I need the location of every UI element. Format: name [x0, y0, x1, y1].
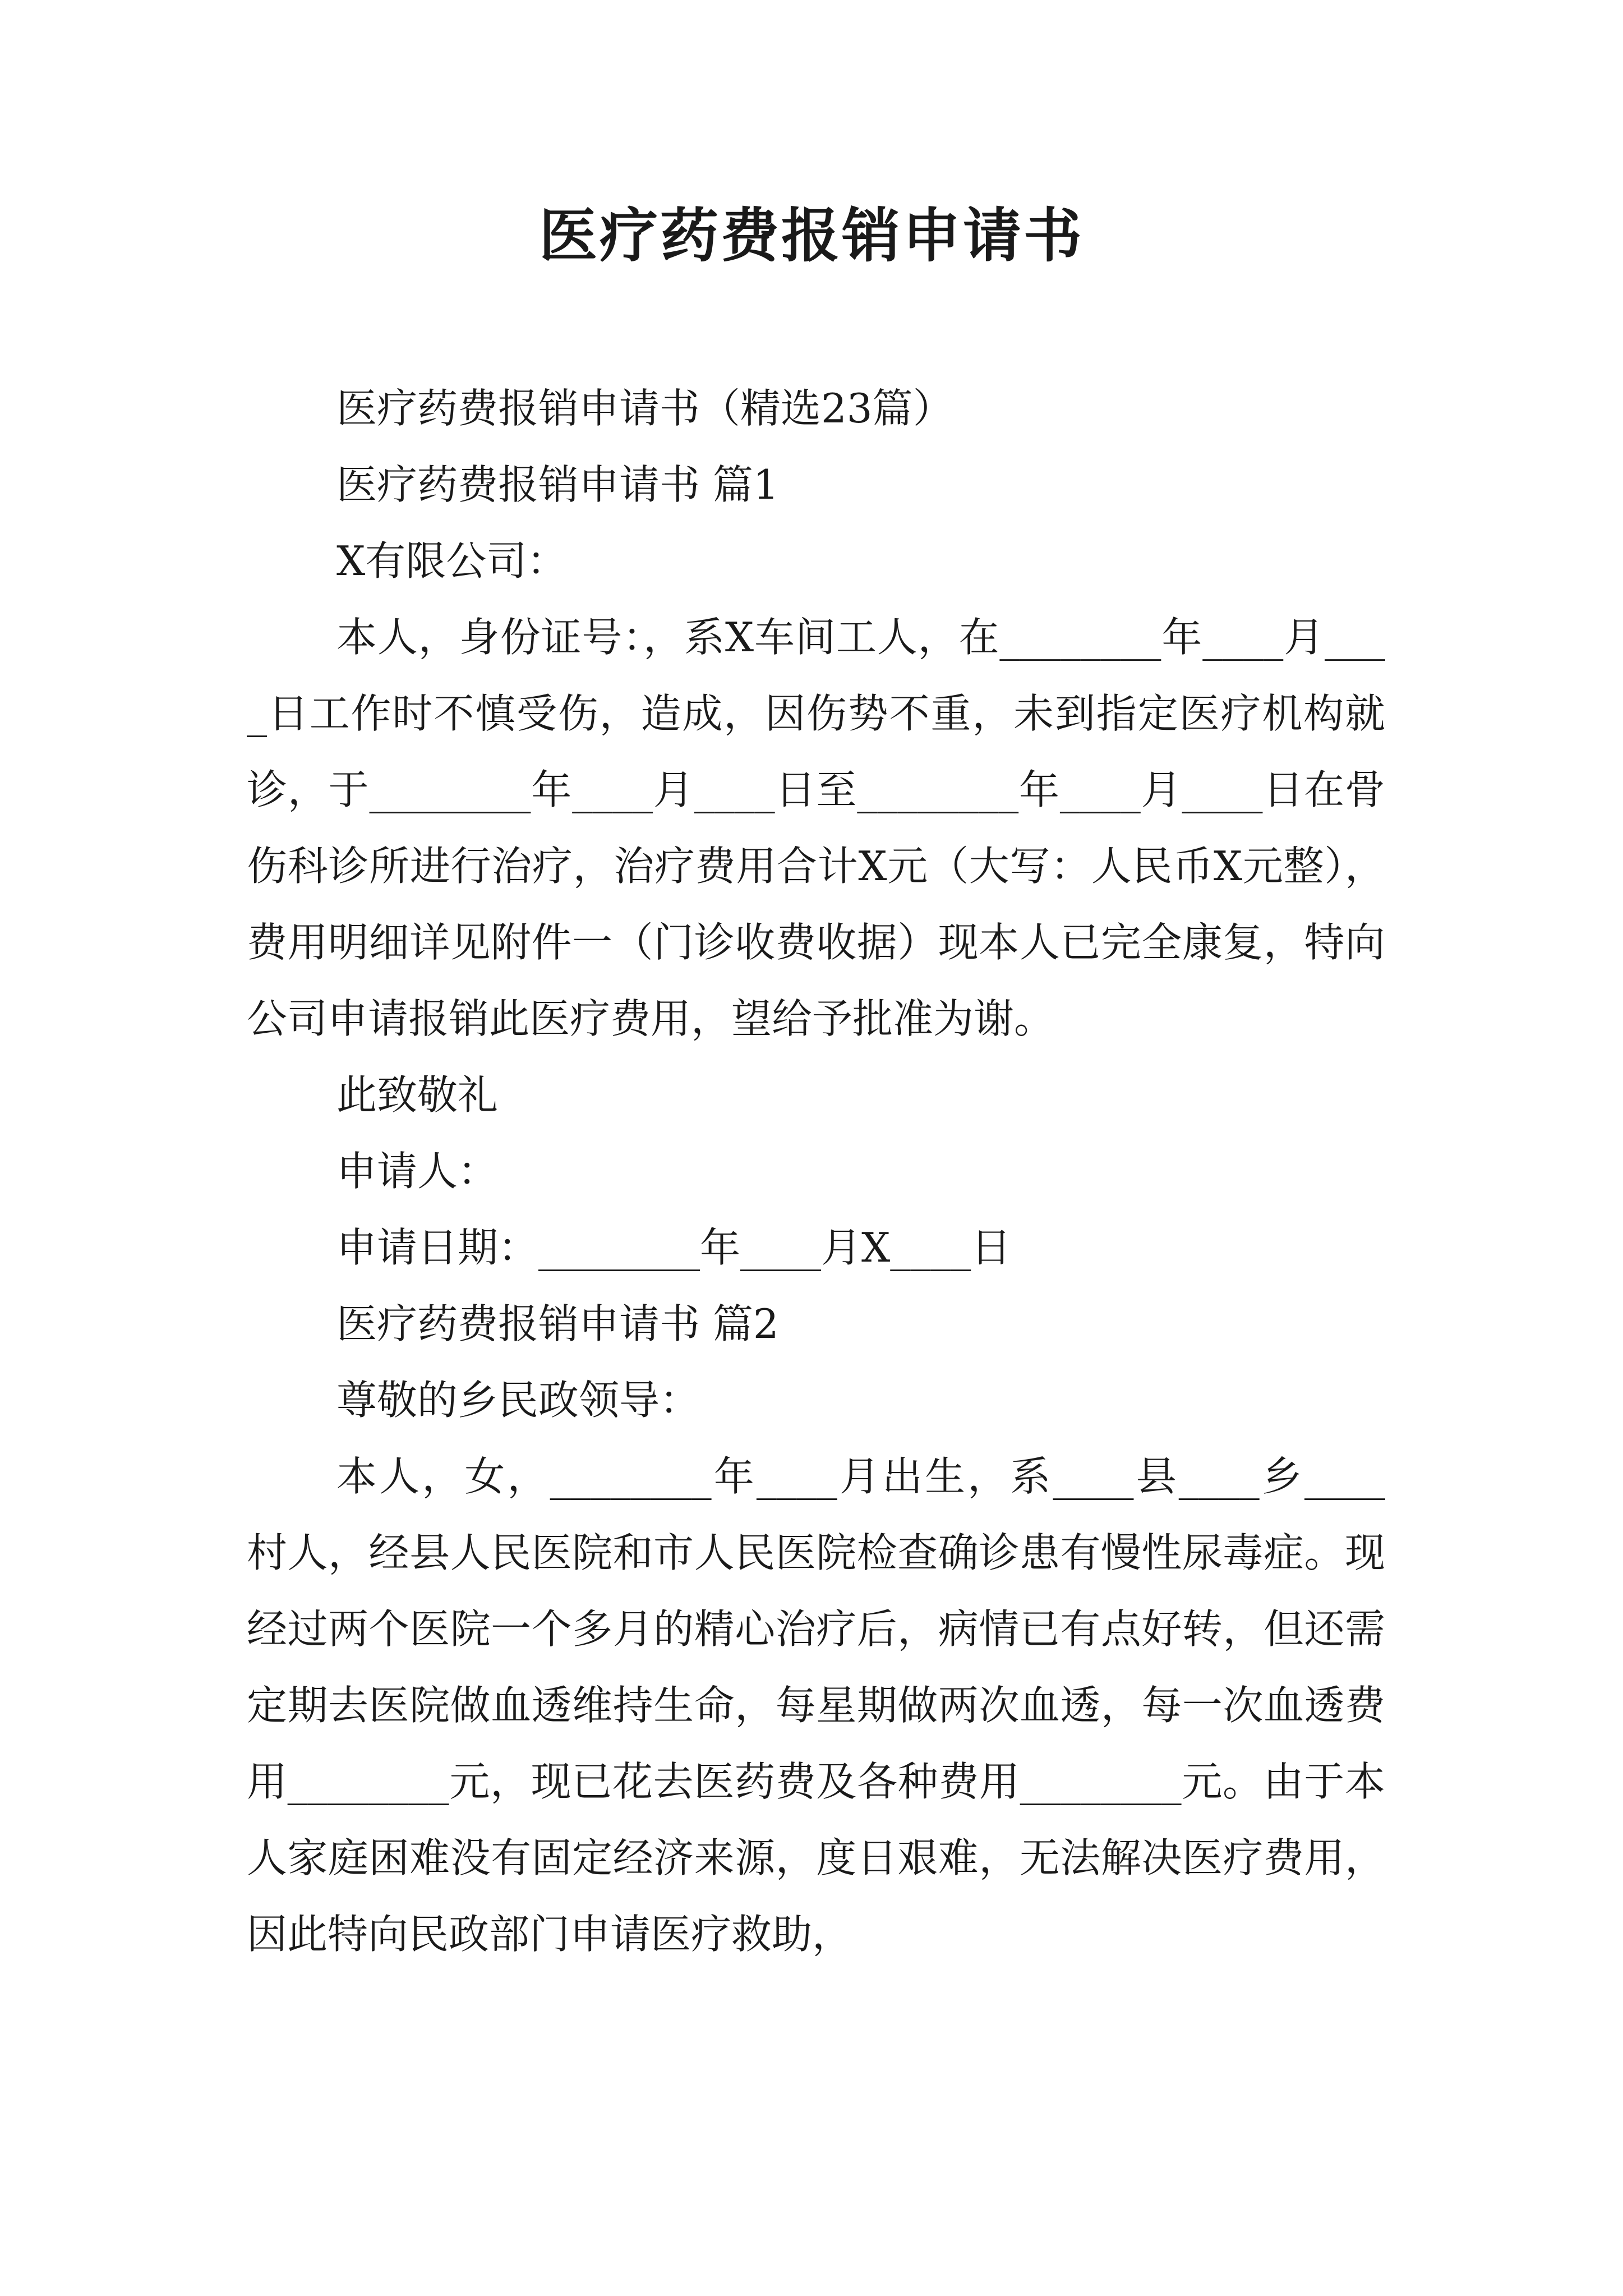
section-heading-2: 医疗药费报销申请书 篇2 — [336, 1300, 779, 1347]
body-paragraph-2: 本人，女，________年____月出生，系____县____乡____村人，经县人民医院和市人民医院检查确诊患有慢性尿毒症。现经过两个医院一个多月的精心治疗后，病情已有点好转，但还需定期去医院做血透维持生命，每星期做两次血透，每一次血透费用________元，现已花去医药费及各种费用________元。由于本人家庭困难没有固定经济来源，度日艰难，无法解决医疗费用，因此特向民政部门申请医疗救助， — [247, 1453, 1385, 1958]
body-paragraph-1: 本人，身份证号：，系X车间工人，在________年____月____日工作时不慎受伤，造成，因伤势不重，未到指定医疗机构就诊，于________年____月____日至________年____月____日在骨伤科诊所进行治疗，治疗费用合计X元（大写：人民币X元整），费用明细详见附件一（门诊收费收据）现本人已完全康复，特向公司申请报销此医疗费用，望给予批准为谢。 — [247, 614, 1385, 1042]
salutation-2: 尊敬的乡民政领导： — [336, 1377, 700, 1424]
salutation-1: X有限公司： — [336, 537, 568, 585]
application-date-line: 申请日期：________年____月X____日 — [336, 1224, 1012, 1271]
applicant-line: 申请人： — [336, 1148, 499, 1195]
document-title: 医疗药费报销申请书 — [538, 201, 1084, 270]
document-body — [247, 370, 1385, 1972]
section-heading-1: 医疗药费报销申请书 篇1 — [336, 461, 779, 508]
collection-heading: 医疗药费报销申请书（精选23篇） — [336, 385, 953, 432]
closing-1: 此致敬礼 — [336, 1071, 499, 1119]
